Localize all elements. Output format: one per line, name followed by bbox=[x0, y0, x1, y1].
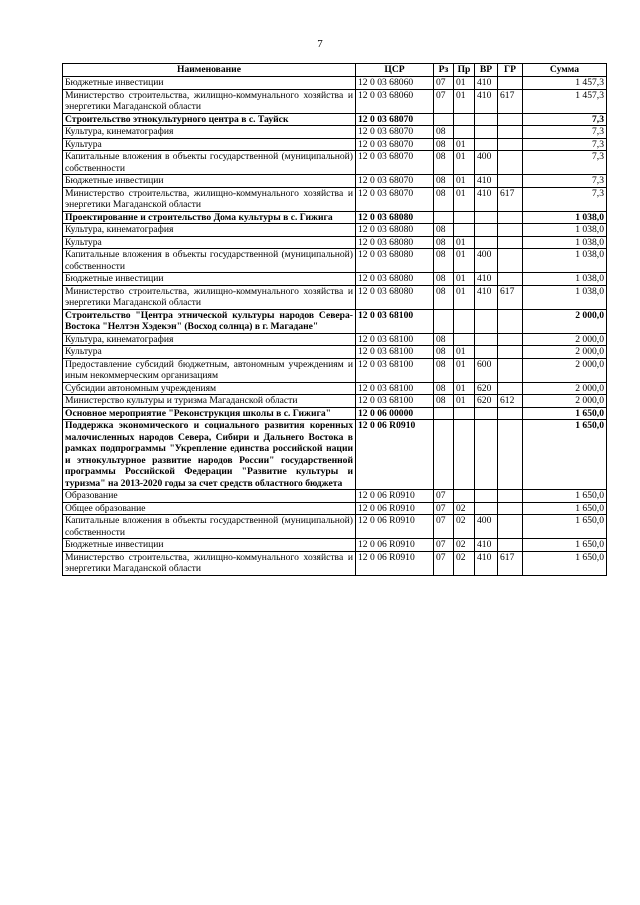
table-row bbox=[63, 395, 607, 408]
cell-rz: 08 bbox=[434, 285, 454, 309]
table-row bbox=[63, 211, 607, 224]
cell-sum: 1 038,0 bbox=[523, 211, 607, 224]
table-row bbox=[63, 224, 607, 237]
cell-pr: 01 bbox=[454, 346, 475, 359]
cell-sum: 1 650,0 bbox=[523, 539, 607, 552]
table-row bbox=[63, 539, 607, 552]
cell-sum: 1 038,0 bbox=[523, 224, 607, 237]
cell-csr: 12 0 06 00000 bbox=[356, 407, 434, 420]
cell-vr: 400 bbox=[475, 151, 498, 175]
cell-pr: 02 bbox=[454, 515, 475, 539]
cell-name: Строительство этнокультурного центра в с. Тауйск bbox=[63, 113, 356, 126]
cell-rz: 07 bbox=[434, 490, 454, 503]
cell-gr bbox=[498, 273, 523, 286]
budget-table bbox=[62, 63, 607, 576]
cell-rz: 08 bbox=[434, 187, 454, 211]
cell-csr: 12 0 03 68060 bbox=[356, 89, 434, 113]
cell-csr: 12 0 03 68080 bbox=[356, 249, 434, 273]
cell-rz: 08 bbox=[434, 346, 454, 359]
cell-pr bbox=[454, 309, 475, 333]
cell-name: Капитальные вложения в объекты государственной (муниципальной) собственности bbox=[63, 249, 356, 273]
cell-sum: 2 000,0 bbox=[523, 395, 607, 408]
cell-pr: 01 bbox=[454, 273, 475, 286]
cell-rz: 08 bbox=[434, 382, 454, 395]
cell-csr: 12 0 03 68100 bbox=[356, 382, 434, 395]
table-row bbox=[63, 407, 607, 420]
cell-gr bbox=[498, 249, 523, 273]
cell-pr bbox=[454, 113, 475, 126]
cell-rz bbox=[434, 420, 454, 490]
header-gr: ГР bbox=[498, 64, 523, 77]
table-row bbox=[63, 187, 607, 211]
table-row bbox=[63, 382, 607, 395]
table-row bbox=[63, 151, 607, 175]
cell-rz bbox=[434, 113, 454, 126]
cell-vr: 410 bbox=[475, 285, 498, 309]
cell-sum: 1 038,0 bbox=[523, 273, 607, 286]
cell-csr: 12 0 03 68070 bbox=[356, 138, 434, 151]
table-row bbox=[63, 236, 607, 249]
cell-pr: 01 bbox=[454, 285, 475, 309]
cell-gr bbox=[498, 515, 523, 539]
cell-pr: 01 bbox=[454, 151, 475, 175]
cell-csr: 12 0 03 68070 bbox=[356, 175, 434, 188]
cell-name: Капитальные вложения в объекты государственной (муниципальной) собственности bbox=[63, 515, 356, 539]
cell-pr: 01 bbox=[454, 249, 475, 273]
cell-rz: 08 bbox=[434, 138, 454, 151]
table-row bbox=[63, 113, 607, 126]
cell-sum: 2 000,0 bbox=[523, 382, 607, 395]
cell-pr: 01 bbox=[454, 175, 475, 188]
cell-pr bbox=[454, 490, 475, 503]
table-row bbox=[63, 333, 607, 346]
cell-gr bbox=[498, 382, 523, 395]
cell-pr bbox=[454, 333, 475, 346]
cell-vr: 620 bbox=[475, 395, 498, 408]
cell-name: Капитальные вложения в объекты государственной (муниципальной) собственности bbox=[63, 151, 356, 175]
cell-pr: 02 bbox=[454, 539, 475, 552]
table-row bbox=[63, 358, 607, 382]
cell-gr: 612 bbox=[498, 395, 523, 408]
cell-rz: 08 bbox=[434, 175, 454, 188]
cell-name: Культура bbox=[63, 236, 356, 249]
cell-gr bbox=[498, 346, 523, 359]
cell-sum: 7,3 bbox=[523, 175, 607, 188]
table-row bbox=[63, 249, 607, 273]
cell-name: Проектирование и строительство Дома культуры в с. Гижига bbox=[63, 211, 356, 224]
table-row bbox=[63, 77, 607, 90]
cell-pr bbox=[454, 211, 475, 224]
table-header-row bbox=[63, 64, 607, 77]
cell-vr bbox=[475, 502, 498, 515]
cell-name: Культура, кинематография bbox=[63, 333, 356, 346]
cell-rz bbox=[434, 309, 454, 333]
cell-vr bbox=[475, 346, 498, 359]
cell-sum: 7,3 bbox=[523, 126, 607, 139]
cell-gr: 617 bbox=[498, 89, 523, 113]
cell-vr bbox=[475, 407, 498, 420]
header-rz: Рз bbox=[434, 64, 454, 77]
cell-vr bbox=[475, 309, 498, 333]
cell-csr: 12 0 06 R0910 bbox=[356, 420, 434, 490]
cell-name: Образование bbox=[63, 490, 356, 503]
cell-sum: 7,3 bbox=[523, 151, 607, 175]
cell-gr bbox=[498, 502, 523, 515]
header-csr: ЦСР bbox=[356, 64, 434, 77]
cell-gr bbox=[498, 77, 523, 90]
cell-sum: 2 000,0 bbox=[523, 309, 607, 333]
cell-name: Предоставление субсидий бюджетным, автономным учреждениям и иным некоммерческим организациям bbox=[63, 358, 356, 382]
cell-vr bbox=[475, 236, 498, 249]
cell-vr bbox=[475, 211, 498, 224]
cell-name: Культура, кинематография bbox=[63, 126, 356, 139]
cell-pr: 01 bbox=[454, 187, 475, 211]
cell-pr: 01 bbox=[454, 89, 475, 113]
cell-name: Культура bbox=[63, 138, 356, 151]
cell-gr bbox=[498, 490, 523, 503]
cell-sum: 7,3 bbox=[523, 138, 607, 151]
cell-gr: 617 bbox=[498, 285, 523, 309]
cell-csr: 12 0 06 R0910 bbox=[356, 539, 434, 552]
cell-name: Министерство строительства, жилищно-коммунального хозяйства и энергетики Магаданской области bbox=[63, 89, 356, 113]
cell-sum: 1 038,0 bbox=[523, 285, 607, 309]
cell-gr bbox=[498, 126, 523, 139]
cell-rz bbox=[434, 407, 454, 420]
cell-gr bbox=[498, 236, 523, 249]
cell-csr: 12 0 03 68060 bbox=[356, 77, 434, 90]
cell-rz: 07 bbox=[434, 502, 454, 515]
cell-name: Министерство культуры и туризма Магаданской области bbox=[63, 395, 356, 408]
header-pr: Пр bbox=[454, 64, 475, 77]
cell-pr: 01 bbox=[454, 395, 475, 408]
cell-gr bbox=[498, 407, 523, 420]
table-row bbox=[63, 273, 607, 286]
cell-name: Министерство строительства, жилищно-коммунального хозяйства и энергетики Магаданской области bbox=[63, 285, 356, 309]
cell-name: Поддержка экономического и социального развития коренных малочисленных народов Севера, Сибири и Дальнего Востока в рамках подпрограммы "Укрепление единства российской нации и этнокультурное развитие народов России" государственной программы Российской Федерации "Развитие культуры и туризма" на 2013-2020 годы за счет средств областного бюджета bbox=[63, 420, 356, 490]
cell-pr bbox=[454, 126, 475, 139]
cell-vr bbox=[475, 490, 498, 503]
cell-rz: 07 bbox=[434, 515, 454, 539]
cell-name: Основное мероприятие "Реконструкция школы в с. Гижига" bbox=[63, 407, 356, 420]
cell-name: Строительство "Центра этнической культуры народов Севера-Востока "Нелтэн Хэдекэн" (Восход солнца) в г. Магадане" bbox=[63, 309, 356, 333]
cell-gr bbox=[498, 420, 523, 490]
cell-pr bbox=[454, 224, 475, 237]
cell-vr: 410 bbox=[475, 539, 498, 552]
cell-csr: 12 0 03 68070 bbox=[356, 113, 434, 126]
cell-pr: 01 bbox=[454, 236, 475, 249]
cell-name: Бюджетные инвестиции bbox=[63, 539, 356, 552]
cell-gr bbox=[498, 113, 523, 126]
cell-gr bbox=[498, 151, 523, 175]
cell-gr bbox=[498, 333, 523, 346]
cell-pr bbox=[454, 420, 475, 490]
cell-gr bbox=[498, 138, 523, 151]
cell-rz: 08 bbox=[434, 224, 454, 237]
cell-csr: 12 0 06 R0910 bbox=[356, 490, 434, 503]
cell-csr: 12 0 06 R0910 bbox=[356, 515, 434, 539]
cell-rz: 08 bbox=[434, 273, 454, 286]
cell-csr: 12 0 03 68100 bbox=[356, 309, 434, 333]
cell-name: Общее образование bbox=[63, 502, 356, 515]
cell-sum: 7,3 bbox=[523, 187, 607, 211]
cell-csr: 12 0 03 68100 bbox=[356, 346, 434, 359]
cell-name: Культура bbox=[63, 346, 356, 359]
cell-name: Министерство строительства, жилищно-коммунального хозяйства и энергетики Магаданской области bbox=[63, 551, 356, 575]
table-row bbox=[63, 175, 607, 188]
cell-rz: 08 bbox=[434, 395, 454, 408]
cell-name: Бюджетные инвестиции bbox=[63, 175, 356, 188]
cell-sum: 1 038,0 bbox=[523, 249, 607, 273]
cell-csr: 12 0 06 R0910 bbox=[356, 551, 434, 575]
header-name: Наименование bbox=[63, 64, 356, 77]
cell-sum: 1 457,3 bbox=[523, 89, 607, 113]
cell-rz: 08 bbox=[434, 236, 454, 249]
cell-vr: 620 bbox=[475, 382, 498, 395]
cell-sum: 1 650,0 bbox=[523, 407, 607, 420]
cell-csr: 12 0 03 68080 bbox=[356, 224, 434, 237]
cell-csr: 12 0 03 68100 bbox=[356, 395, 434, 408]
header-vr: ВР bbox=[475, 64, 498, 77]
cell-sum: 1 650,0 bbox=[523, 420, 607, 490]
cell-pr: 01 bbox=[454, 138, 475, 151]
table-row bbox=[63, 126, 607, 139]
cell-pr bbox=[454, 407, 475, 420]
cell-csr: 12 0 03 68070 bbox=[356, 126, 434, 139]
table-row bbox=[63, 309, 607, 333]
cell-gr bbox=[498, 309, 523, 333]
cell-vr bbox=[475, 138, 498, 151]
table-row bbox=[63, 346, 607, 359]
cell-name: Бюджетные инвестиции bbox=[63, 273, 356, 286]
cell-rz: 07 bbox=[434, 539, 454, 552]
cell-name: Культура, кинематография bbox=[63, 224, 356, 237]
table-row bbox=[63, 551, 607, 575]
cell-vr: 400 bbox=[475, 249, 498, 273]
table-row bbox=[63, 502, 607, 515]
cell-pr: 01 bbox=[454, 382, 475, 395]
table-row bbox=[63, 138, 607, 151]
cell-sum: 1 650,0 bbox=[523, 551, 607, 575]
table-body bbox=[63, 77, 607, 576]
cell-csr: 12 0 03 68100 bbox=[356, 333, 434, 346]
cell-gr bbox=[498, 175, 523, 188]
cell-sum: 2 000,0 bbox=[523, 346, 607, 359]
cell-csr: 12 0 03 68070 bbox=[356, 187, 434, 211]
cell-vr: 410 bbox=[475, 273, 498, 286]
cell-sum: 2 000,0 bbox=[523, 333, 607, 346]
cell-sum: 1 650,0 bbox=[523, 490, 607, 503]
cell-vr: 410 bbox=[475, 77, 498, 90]
table-row bbox=[63, 89, 607, 113]
cell-csr: 12 0 03 68070 bbox=[356, 151, 434, 175]
cell-csr: 12 0 03 68080 bbox=[356, 273, 434, 286]
cell-gr bbox=[498, 539, 523, 552]
cell-csr: 12 0 03 68080 bbox=[356, 211, 434, 224]
cell-sum: 1 457,3 bbox=[523, 77, 607, 90]
cell-rz bbox=[434, 211, 454, 224]
cell-name: Бюджетные инвестиции bbox=[63, 77, 356, 90]
cell-sum: 1 650,0 bbox=[523, 502, 607, 515]
cell-pr: 02 bbox=[454, 551, 475, 575]
cell-rz: 08 bbox=[434, 333, 454, 346]
cell-pr: 01 bbox=[454, 77, 475, 90]
cell-sum: 1 650,0 bbox=[523, 515, 607, 539]
table-row bbox=[63, 285, 607, 309]
cell-csr: 12 0 03 68100 bbox=[356, 358, 434, 382]
cell-vr bbox=[475, 126, 498, 139]
cell-vr bbox=[475, 420, 498, 490]
cell-csr: 12 0 06 R0910 bbox=[356, 502, 434, 515]
cell-name: Субсидии автономным учреждениям bbox=[63, 382, 356, 395]
cell-gr bbox=[498, 211, 523, 224]
cell-vr bbox=[475, 113, 498, 126]
cell-vr: 410 bbox=[475, 89, 498, 113]
cell-csr: 12 0 03 68080 bbox=[356, 236, 434, 249]
cell-sum: 1 038,0 bbox=[523, 236, 607, 249]
cell-vr: 600 bbox=[475, 358, 498, 382]
cell-rz: 07 bbox=[434, 77, 454, 90]
cell-rz: 08 bbox=[434, 126, 454, 139]
cell-name: Министерство строительства, жилищно-коммунального хозяйства и энергетики Магаданской области bbox=[63, 187, 356, 211]
cell-gr bbox=[498, 224, 523, 237]
cell-sum: 2 000,0 bbox=[523, 358, 607, 382]
cell-vr: 410 bbox=[475, 551, 498, 575]
cell-rz: 08 bbox=[434, 358, 454, 382]
cell-vr bbox=[475, 333, 498, 346]
table-row bbox=[63, 515, 607, 539]
cell-sum: 7,3 bbox=[523, 113, 607, 126]
cell-pr: 01 bbox=[454, 358, 475, 382]
cell-rz: 08 bbox=[434, 151, 454, 175]
cell-gr: 617 bbox=[498, 187, 523, 211]
cell-gr bbox=[498, 358, 523, 382]
header-sum: Сумма bbox=[523, 64, 607, 77]
cell-vr: 410 bbox=[475, 175, 498, 188]
cell-rz: 07 bbox=[434, 551, 454, 575]
cell-rz: 07 bbox=[434, 89, 454, 113]
cell-rz: 08 bbox=[434, 249, 454, 273]
table-row bbox=[63, 490, 607, 503]
cell-gr: 617 bbox=[498, 551, 523, 575]
cell-vr: 410 bbox=[475, 187, 498, 211]
cell-vr bbox=[475, 224, 498, 237]
cell-csr: 12 0 03 68080 bbox=[356, 285, 434, 309]
cell-vr: 400 bbox=[475, 515, 498, 539]
page-number: 7 bbox=[317, 38, 323, 50]
cell-pr: 02 bbox=[454, 502, 475, 515]
table-row bbox=[63, 420, 607, 490]
